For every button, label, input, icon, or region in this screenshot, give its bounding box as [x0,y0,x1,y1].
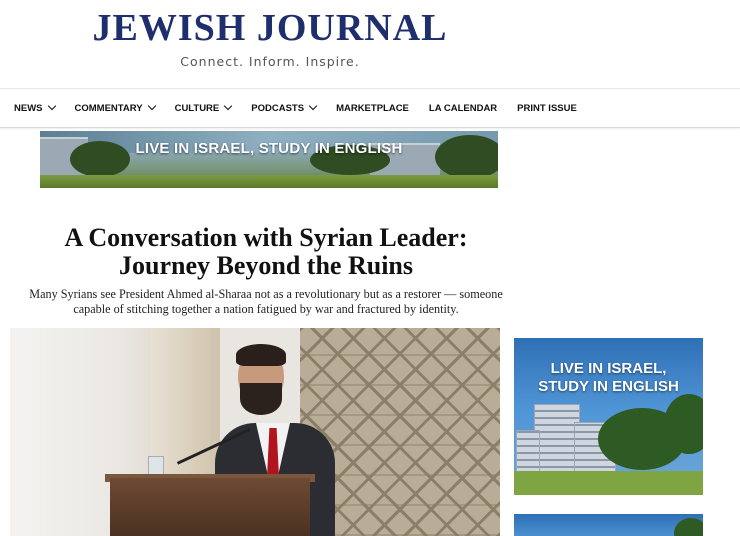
ad-ground [40,175,498,188]
headline-line: A Conversation with Syrian Leader: [64,223,468,252]
chevron-down-icon [224,102,232,110]
article-deck [0,287,532,317]
nav-item-label: PRINT ISSUE [517,102,577,114]
nav-item-label: PODCASTS [251,102,305,114]
ad-tree [674,518,703,536]
ad-headline: LIVE IN ISRAEL, STUDY IN ENGLISH [135,140,403,157]
ad-headline-line: STUDY IN ENGLISH [538,378,679,395]
nav-item-label: COMMENTARY [74,102,143,114]
nav-item-label: LA CALENDAR [428,102,498,114]
nav-item-label: NEWS [14,102,43,114]
ad-headline-line: LIVE IN ISRAEL, [550,360,667,377]
sidebar-ad-second[interactable] [514,514,703,536]
nav-item-commentary[interactable] [75,103,155,114]
chevron-down-icon [47,102,55,110]
nav-item-la-calendar[interactable] [429,103,497,114]
nav-item-marketplace[interactable] [336,103,409,114]
site-tagline: Connect. Inform. Inspire. [180,54,360,69]
top-banner-ad[interactable] [40,131,498,188]
photo-podium [110,478,310,536]
nav-item-label: MARKETPLACE [336,102,409,114]
deck-line: capable of stitching together a nation fatigued by war and fractured by identity. [73,302,459,316]
ad-headline [514,360,703,396]
headline-line: Journey Beyond the Ruins [119,251,413,280]
main-nav [0,88,740,128]
nav-item-culture[interactable] [175,103,232,114]
nav-item-news[interactable] [14,103,55,114]
nav-item-label: CULTURE [174,102,220,114]
site-logo-title[interactable]: JEWISH JOURNAL [92,7,448,49]
nav-item-podcasts[interactable] [251,103,316,114]
photo-speaker-hair [236,344,286,366]
nav-item-print-issue[interactable] [517,103,577,114]
photo-speaker-beard [240,383,282,415]
article-hero-photo[interactable] [10,328,500,536]
sidebar-ad[interactable] [514,338,703,495]
chevron-down-icon [147,102,155,110]
ad-ground [514,471,703,495]
article-headline [0,224,532,280]
ad-building [516,430,540,476]
chevron-down-icon [309,102,317,110]
deck-line: Many Syrians see President Ahmed al-Sharaa not as a revolutionary but as a restorer — someone [29,287,503,301]
